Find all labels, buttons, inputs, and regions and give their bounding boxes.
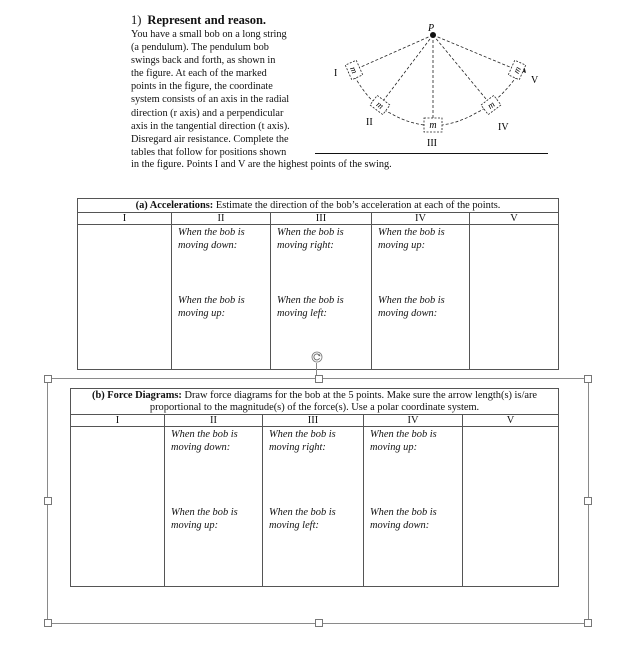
bob-mass-label: m <box>429 120 437 131</box>
problem-heading <box>131 12 311 28</box>
answer-cell-II[interactable] <box>165 427 263 587</box>
column-header: II <box>165 415 263 427</box>
resize-handle-bottom-left[interactable] <box>44 619 52 627</box>
cell-prompt-line: moving down: <box>370 519 430 531</box>
cell-prompt <box>370 507 437 532</box>
cell-prompt-line: moving up: <box>378 239 426 251</box>
column-header: III <box>271 213 372 225</box>
bob-mass-label: m <box>348 64 360 76</box>
table-body-row <box>71 427 559 587</box>
problem-line: the figure. At each of the marked <box>131 68 267 80</box>
pivot-label: P <box>428 23 435 34</box>
problem-statement <box>131 12 311 159</box>
cell-prompt-line: When the bob is <box>378 295 445 306</box>
column-header: V <box>463 415 559 427</box>
cell-prompt-line: When the bob is <box>378 227 445 238</box>
resize-handle-bottom[interactable] <box>315 619 323 627</box>
cell-prompt-line: When the bob is <box>277 295 344 306</box>
table-body-row <box>78 225 559 370</box>
problem-line: in the figure. Points I and V are the highest points of the swing. <box>131 159 392 170</box>
cell-prompt-line: When the bob is <box>269 507 336 518</box>
cell-prompt <box>277 295 344 320</box>
table-caption <box>78 199 559 213</box>
cell-prompt-line: When the bob is <box>269 429 336 440</box>
cell-prompt <box>178 227 245 252</box>
problem-title: Represent and reason. <box>147 13 267 27</box>
cell-prompt-line: moving left: <box>269 519 319 531</box>
column-header: V <box>470 213 559 225</box>
cell-prompt-line: moving down: <box>171 441 231 453</box>
bob-IV <box>481 95 501 114</box>
cell-prompt <box>171 507 238 532</box>
caption-bold: (b) Force Diagrams: <box>92 390 182 401</box>
resize-handle-left[interactable] <box>44 497 52 505</box>
cell-prompt-line: moving up: <box>178 307 226 319</box>
answer-cell-V[interactable] <box>470 225 559 370</box>
column-header: II <box>172 213 271 225</box>
cell-prompt-line: moving down: <box>178 239 238 251</box>
cell-prompt-line: moving right: <box>269 441 326 453</box>
point-label-I: I <box>334 68 338 79</box>
bob-III <box>424 118 442 132</box>
cell-prompt-line: moving left: <box>277 307 327 319</box>
answer-cell-IV[interactable] <box>364 427 463 587</box>
cell-prompt <box>378 227 445 252</box>
cell-prompt-line: When the bob is <box>171 507 238 518</box>
cell-prompt <box>378 295 445 320</box>
answer-cell-I[interactable] <box>71 427 165 587</box>
point-label-II: II <box>366 117 373 128</box>
caption-text: Draw force diagrams for the bob at the 5 points. Make sure the arrow length(s) is/are proportional to the magnitude(s) of the force(s). Use a polar coordinate system. <box>149 390 538 413</box>
cell-prompt-line: moving up: <box>370 441 418 453</box>
column-header: IV <box>372 213 470 225</box>
resize-handle-top-right[interactable] <box>584 375 592 383</box>
problem-line: points in the figure, the coordinate <box>131 81 273 93</box>
pendulum-strings <box>352 35 520 126</box>
resize-handle-bottom-right[interactable] <box>584 619 592 627</box>
bob-mass-label: m <box>485 99 497 111</box>
bob-II <box>370 95 390 114</box>
answer-cell-IV[interactable] <box>372 225 470 370</box>
problem-line: Disregard air resistance. Complete the <box>131 133 289 145</box>
figure-underline <box>315 153 548 154</box>
cell-prompt <box>269 507 336 532</box>
bob-mass-label: m <box>511 64 523 76</box>
resize-handle-top-left[interactable] <box>44 375 52 383</box>
point-label-IV: IV <box>498 122 509 133</box>
bob-I <box>345 60 362 79</box>
cell-prompt-line: moving right: <box>277 239 334 251</box>
answer-cell-V[interactable] <box>463 427 559 587</box>
problem-line: swings back and forth, as shown in <box>131 55 276 67</box>
point-label-III: III <box>427 138 437 149</box>
cell-prompt <box>277 227 344 252</box>
cell-prompt <box>269 429 336 454</box>
force-diagrams-table <box>70 388 559 587</box>
resize-handle-top[interactable] <box>315 375 323 383</box>
cell-prompt-line: When the bob is <box>178 227 245 238</box>
caption-text: Estimate the direction of the bob’s acceleration at each of the points. <box>213 200 501 211</box>
resize-handle-right[interactable] <box>584 497 592 505</box>
cell-prompt-line: When the bob is <box>370 429 437 440</box>
point-label-V: V <box>531 75 539 86</box>
column-header: III <box>263 415 364 427</box>
problem-line: (a pendulum). The pendulum bob <box>131 42 269 54</box>
accelerations-table <box>77 198 559 370</box>
bob-mass-label: m <box>374 99 386 111</box>
column-header: I <box>71 415 165 427</box>
problem-line: system consists of an axis in the radial <box>131 94 290 106</box>
answer-cell-III[interactable] <box>271 225 372 370</box>
cell-prompt-line: When the bob is <box>178 295 245 306</box>
cell-prompt <box>178 295 245 320</box>
rotate-handle-icon[interactable] <box>311 351 323 363</box>
cell-prompt-line: moving down: <box>378 307 438 319</box>
pendulum-figure <box>320 20 550 155</box>
cell-prompt-line: moving up: <box>171 519 219 531</box>
answer-cell-III[interactable] <box>263 427 364 587</box>
cell-prompt-line: When the bob is <box>171 429 238 440</box>
cell-prompt <box>171 429 238 454</box>
caption-bold: (a) Accelerations: <box>135 200 214 211</box>
column-header: IV <box>364 415 463 427</box>
bob-V <box>508 60 525 79</box>
problem-line: tables that follow for positions shown <box>131 146 287 158</box>
problem-line: direction (r axis) and a perpendicular <box>131 107 284 119</box>
column-header: I <box>78 213 172 225</box>
motion-arrows <box>348 64 526 76</box>
table-caption <box>71 389 559 415</box>
problem-line: axis in the tangential direction (t axis). <box>131 120 290 132</box>
point-labels <box>334 68 539 149</box>
answer-cell-I[interactable] <box>78 225 172 370</box>
problem-line: You have a small bob on a long string <box>131 29 287 40</box>
answer-cell-II[interactable] <box>172 225 271 370</box>
cell-prompt <box>370 429 437 454</box>
cell-prompt-line: When the bob is <box>370 507 437 518</box>
problem-number: 1) <box>131 13 142 27</box>
cell-prompt-line: When the bob is <box>277 227 344 238</box>
